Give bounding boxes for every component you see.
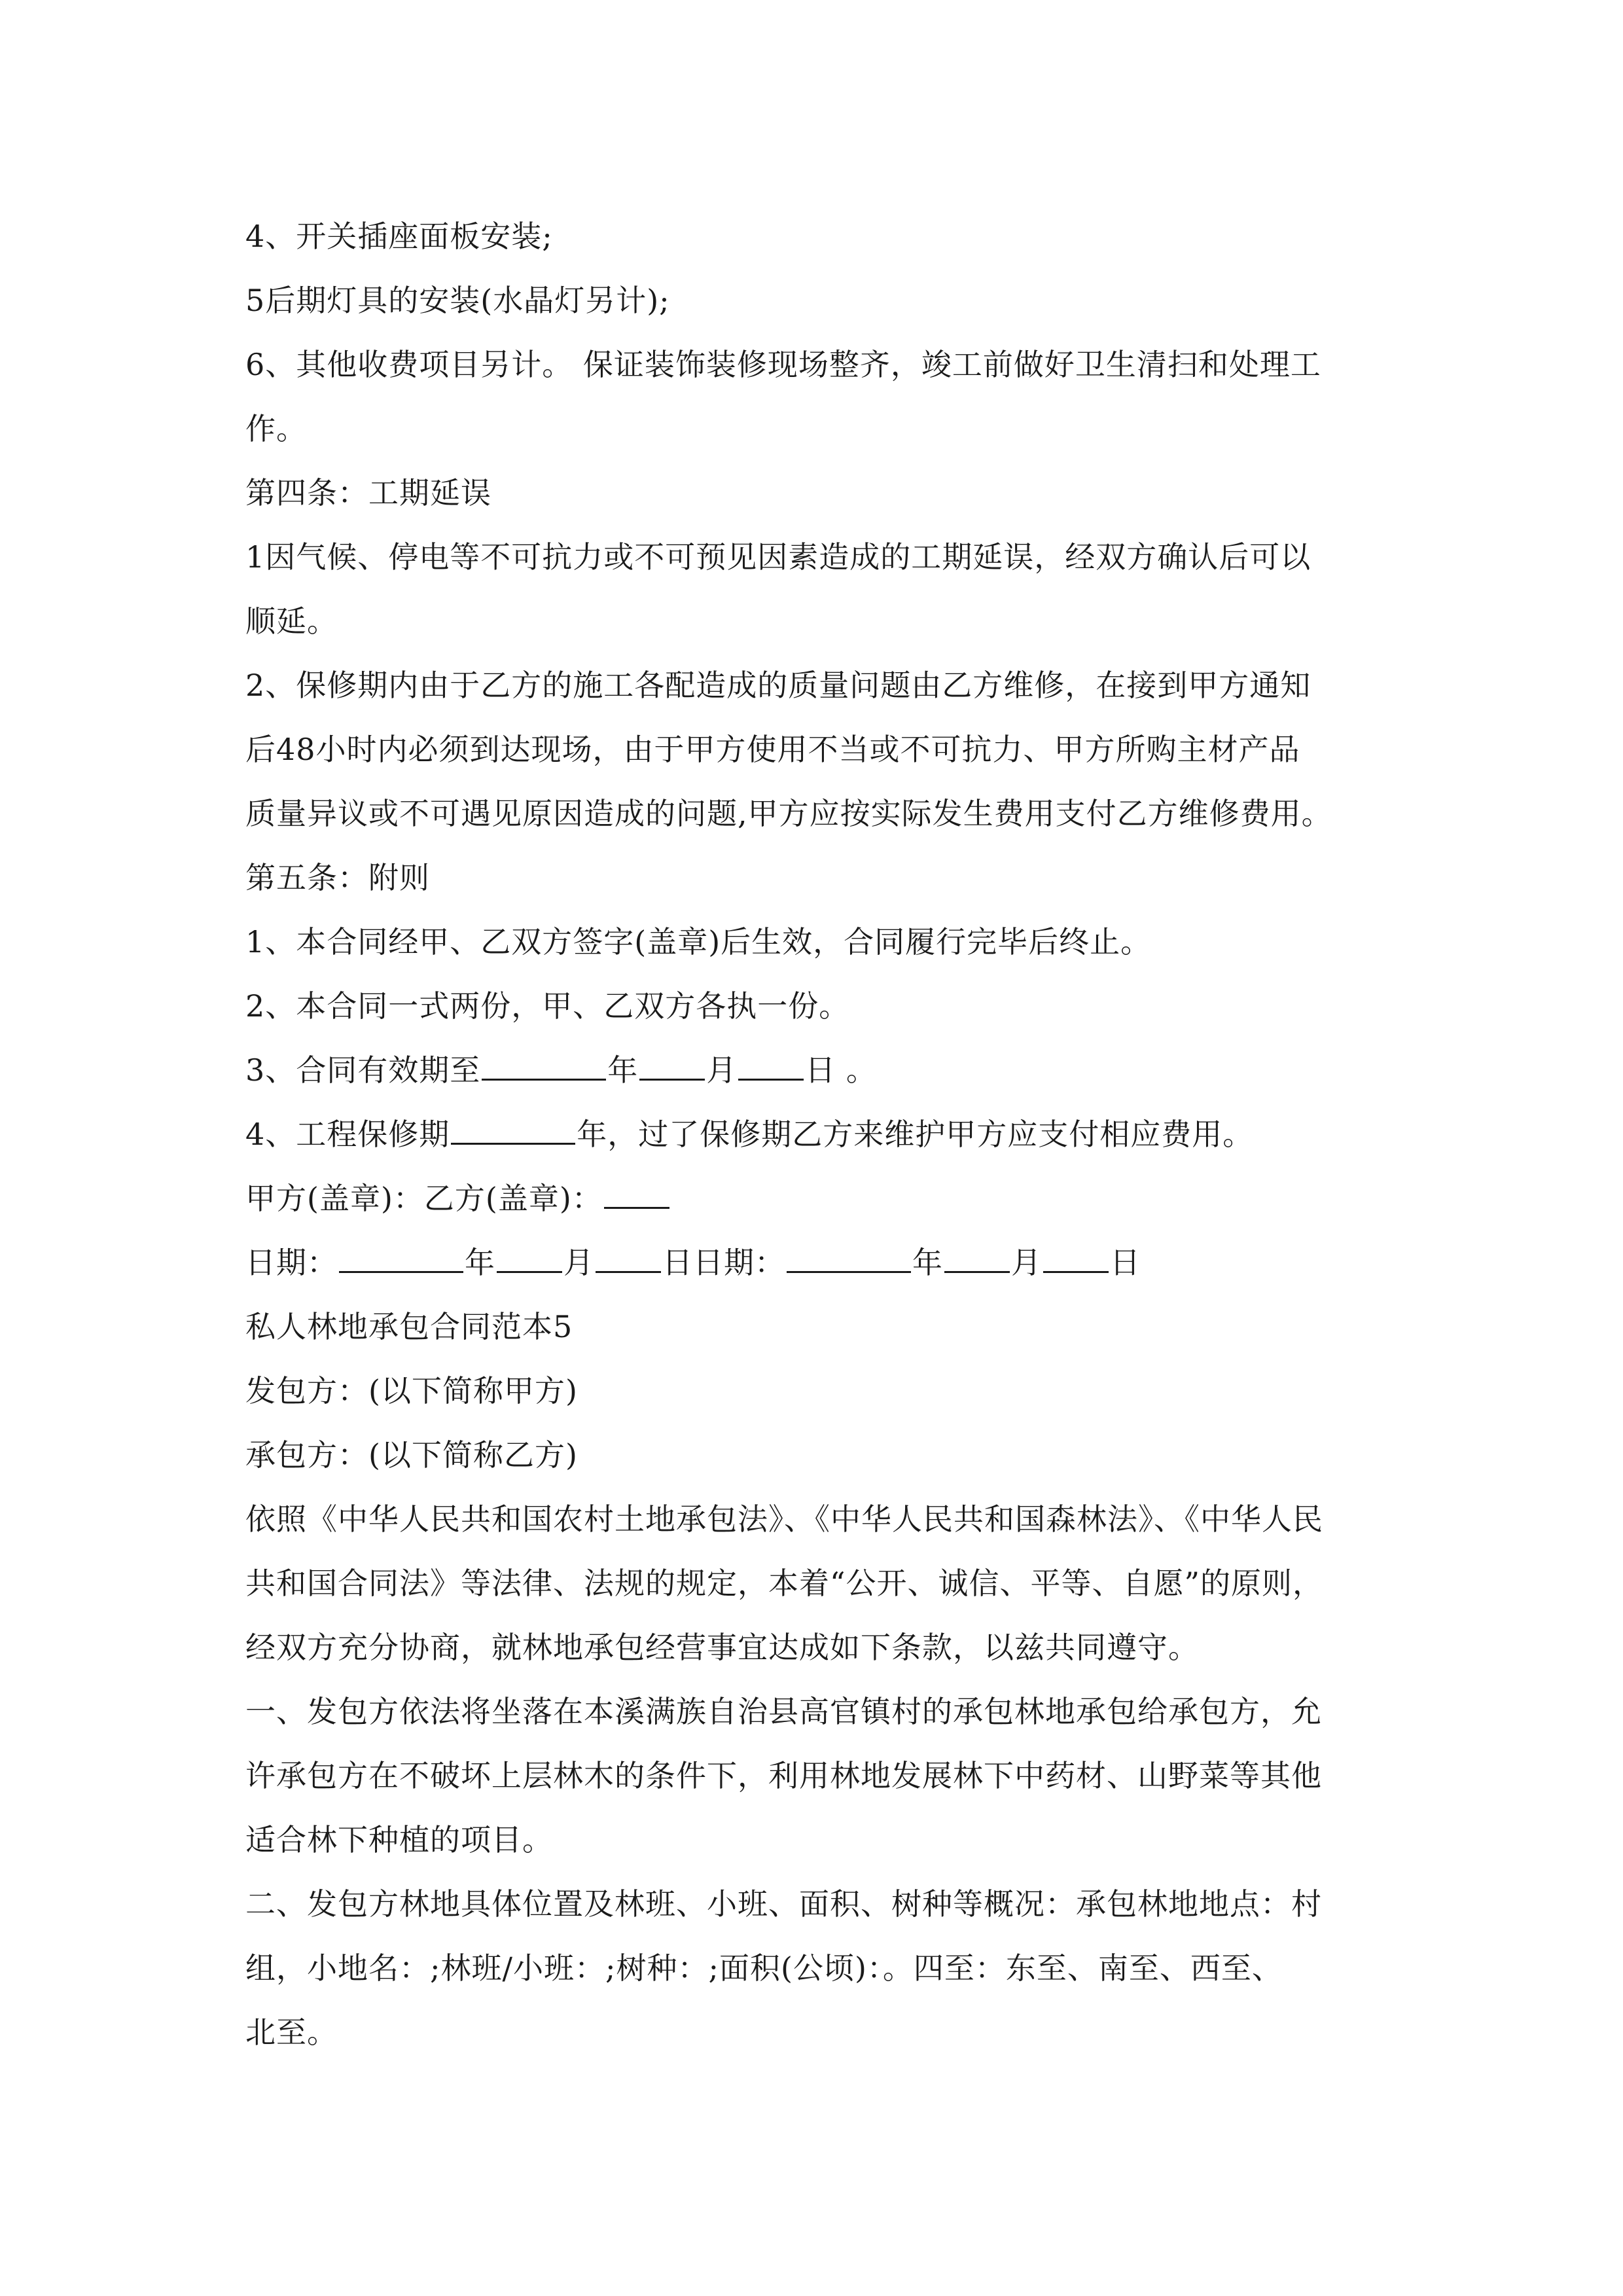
blank-field [596, 1245, 661, 1273]
validity-prefix: 3、合同有效期至 [245, 1052, 481, 1088]
date-day-label: 日日期： [662, 1245, 785, 1280]
document-title: 私人林地承包合同范本5 [245, 1309, 573, 1344]
text-line: 2、本合同一式两份，甲、乙双方各执一份。 [245, 988, 850, 1024]
text-line: 发包方：(以下简称甲方) [245, 1373, 578, 1408]
date-label: 日期： [245, 1245, 338, 1280]
document-page [245, 204, 1387, 2064]
warranty-prefix: 4、工程保修期 [245, 1117, 450, 1152]
blank-field [482, 1052, 606, 1081]
text-line: 共和国合同法》等法律、法规的规定，本着“公开、诚信、平等、自愿”的原则， [245, 1566, 1324, 1601]
validity-year: 年 [607, 1052, 639, 1088]
text-line: 1因气候、停电等不可抗力或不可预见因素造成的工期延误，经双方确认后可以 [245, 539, 1311, 575]
blank-field [497, 1245, 562, 1273]
blank-field [339, 1245, 463, 1273]
date-month: 月 [1011, 1245, 1042, 1280]
text-line: 组，小地名：;林班/小班：;树种：;面积(公顷)：。四至：东至、南至、西至、 [245, 1950, 1283, 1986]
text-line: 6、其他收费项目另计。 保证装饰装修现场整齐，竣工前做好卫生清扫和处理工 [245, 347, 1321, 382]
text-line: 一、发包方依法将坐落在本溪满族自治县高官镇村的承包林地承包给承包方，允 [245, 1694, 1322, 1729]
blank-field [944, 1245, 1010, 1273]
text-line: 北至。 [245, 2015, 338, 2050]
blank-field [604, 1181, 669, 1209]
blank-field [451, 1117, 575, 1145]
date-day: 日 [1110, 1245, 1141, 1280]
section-heading: 第四条：工期延误 [245, 475, 491, 511]
text-line: 许承包方在不破坏上层林木的条件下，利用林地发展林下中药材、山野菜等其他 [245, 1758, 1322, 1793]
date-year: 年 [912, 1245, 943, 1280]
text-line: 适合林下种植的项目。 [245, 1822, 553, 1857]
text-line: 1、本合同经甲、乙双方签字(盖章)后生效，合同履行完毕后终止。 [245, 924, 1152, 960]
blank-field [787, 1245, 911, 1273]
validity-month: 月 [706, 1052, 738, 1088]
blank-field [1043, 1245, 1109, 1273]
text-line: 2、保修期内由于乙方的施工各配造成的质量问题由乙方维修，在接到甲方通知 [245, 668, 1311, 703]
blank-field [639, 1052, 705, 1081]
warranty-line [245, 1102, 1387, 1166]
text-line: 承包方：(以下简称乙方) [245, 1437, 578, 1473]
date-year: 年 [465, 1245, 495, 1280]
validity-line [245, 1038, 1387, 1102]
blank-field [738, 1052, 804, 1081]
signature-text: 甲方(盖章)：乙方(盖章)： [245, 1181, 603, 1216]
text-line: 作。 [245, 411, 307, 446]
signature-line [245, 1166, 1387, 1230]
warranty-suffix: 年，过了保修期乙方来维护甲方应支付相应费用。 [577, 1117, 1254, 1152]
text-line: 5后期灯具的安装(水晶灯另计); [245, 283, 670, 318]
dates-line [245, 1230, 1387, 1295]
date-month: 月 [563, 1245, 594, 1280]
validity-day: 日 。 [805, 1052, 877, 1088]
text-line: 4、开关插座面板安装; [245, 219, 553, 254]
text-line: 依照《中华人民共和国农村土地承包法》、《中华人民共和国森林法》、《中华人民 [245, 1501, 1323, 1537]
text-line: 顺延。 [245, 603, 338, 639]
section-heading: 第五条：附则 [245, 860, 430, 895]
text-line: 质量异议或不可遇见原因造成的问题,甲方应按实际发生费用支付乙方维修费用。 [245, 796, 1332, 831]
text-line: 二、发包方林地具体位置及林班、小班、面积、树种等概况：承包林地地点：村 [245, 1886, 1322, 1922]
text-line: 经双方充分协商，就林地承包经营事宜达成如下条款，以兹共同遵守。 [245, 1630, 1199, 1665]
text-line: 后48小时内必须到达现场，由于甲方使用不当或不可抗力、甲方所购主材产品 [245, 732, 1300, 767]
